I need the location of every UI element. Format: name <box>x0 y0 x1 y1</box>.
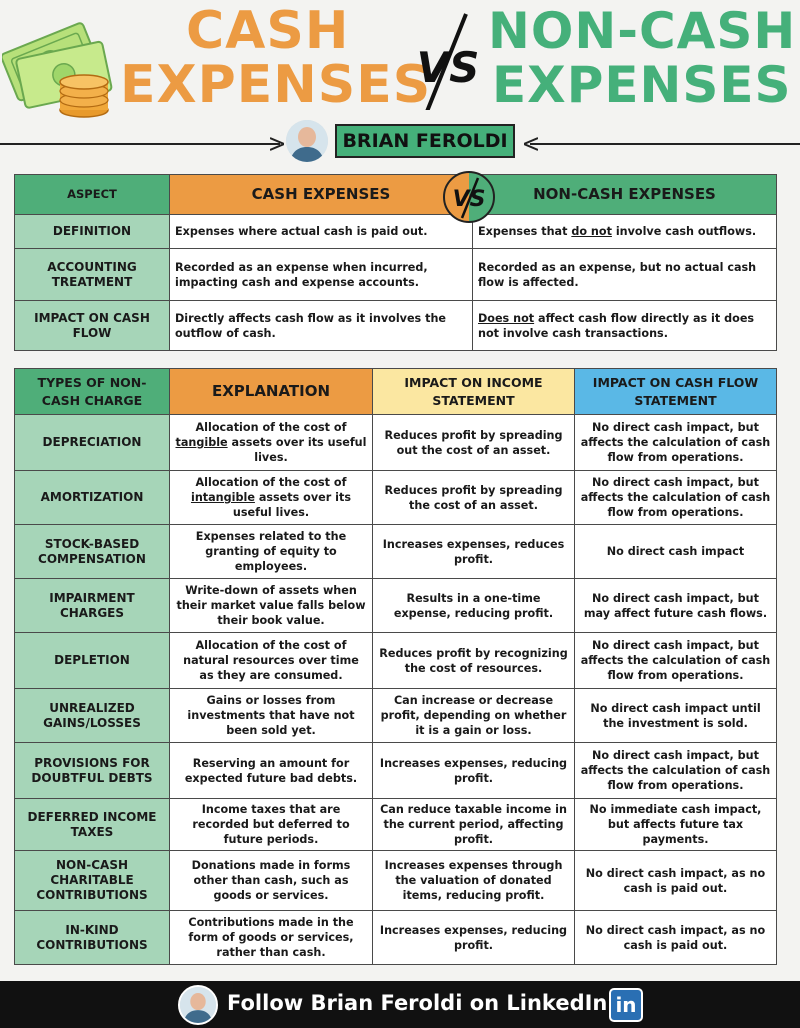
cashflow-cell: No direct cash impact until the investment is sold. <box>575 689 777 743</box>
cashflow-cell: No direct cash impact, but affects the calculation of cash flow from operations. <box>575 471 777 525</box>
cashflow-cell: No direct cash impact, as no cash is paid out. <box>575 851 777 911</box>
cashflow-cell: No immediate cash impact, but affects future tax payments. <box>575 799 777 851</box>
explanation-cell: Allocation of the cost of natural resources over time as they are consumed. <box>170 633 373 689</box>
cashflow-cell: No direct cash impact <box>575 525 777 579</box>
income-cell: Reduces profit by recognizing the cost of resources. <box>373 633 575 689</box>
noncash-cell: Expenses that do not involve cash outflows. <box>473 215 777 249</box>
income-cell: Increases expenses, reducing profit. <box>373 911 575 965</box>
vs-badge-text: VS <box>452 187 486 212</box>
explanation-cell: Gains or losses from investments that have not been sold yet. <box>170 689 373 743</box>
table-row <box>15 415 777 471</box>
col-noncash-expenses: NON-CASH EXPENSES <box>473 175 777 215</box>
col-types: TYPES OF NON-CASH CHARGE <box>15 369 170 415</box>
cash-cell: Recorded as an expense when incurred, impacting cash and expense accounts. <box>170 249 473 301</box>
income-cell: Can reduce taxable income in the current period, affecting profit. <box>373 799 575 851</box>
vs-badge-icon <box>442 170 496 224</box>
income-cell: Reduces profit by spreading out the cost of an asset. <box>373 415 575 471</box>
col-aspect: ASPECT <box>15 175 170 215</box>
cash-money-icon <box>2 16 120 120</box>
explanation-cell: Donations made in forms other than cash, such as goods or services. <box>170 851 373 911</box>
explanation-cell: Allocation of the cost of tangible assets over its useful lives. <box>170 415 373 471</box>
table-row <box>15 249 777 301</box>
income-cell: Can increase or decrease profit, depending on whether it is a gain or loss. <box>373 689 575 743</box>
cash-cell: Directly affects cash flow as it involves the outflow of cash. <box>170 301 473 351</box>
linkedin-icon[interactable]: in <box>609 988 643 1022</box>
table-row <box>15 579 777 633</box>
explanation-cell: Allocation of the cost of intangible assets over its useful lives. <box>170 471 373 525</box>
vs-text: VS <box>416 43 480 92</box>
follow-linkedin-link[interactable]: Follow Brian Feroldi on LinkedIn <box>227 991 608 1015</box>
footer-avatar <box>178 985 218 1025</box>
type-cell: DEFERRED INCOME TAXES <box>15 799 170 851</box>
table-row <box>15 911 777 965</box>
table-row <box>15 799 777 851</box>
table-row <box>15 471 777 525</box>
header <box>0 0 800 170</box>
type-cell: IN-KIND CONTRIBUTIONS <box>15 911 170 965</box>
type-cell: DEPRECIATION <box>15 415 170 471</box>
aspect-cell: DEFINITION <box>15 215 170 249</box>
income-cell: Increases expenses, reduces profit. <box>373 525 575 579</box>
type-cell: STOCK-BASED COMPENSATION <box>15 525 170 579</box>
arrow-left-icon <box>524 137 538 151</box>
type-cell: PROVISIONS FOR DOUBTFUL DEBTS <box>15 743 170 799</box>
byline-left-arrow <box>0 143 280 145</box>
type-cell: IMPAIRMENT CHARGES <box>15 579 170 633</box>
type-cell: AMORTIZATION <box>15 471 170 525</box>
explanation-cell: Income taxes that are recorded but deferred to future periods. <box>170 799 373 851</box>
type-cell: UNREALIZED GAINS/LOSSES <box>15 689 170 743</box>
col-cash-expenses: CASH EXPENSES <box>170 175 473 215</box>
title-cash-line1: CASH <box>186 1 350 61</box>
cashflow-cell: No direct cash impact, but may affect future cash flows. <box>575 579 777 633</box>
footer-bar[interactable] <box>0 981 800 1028</box>
explanation-cell: Reserving an amount for expected future bad debts. <box>170 743 373 799</box>
col-income-impact: IMPACT ON INCOME STATEMENT <box>373 369 575 415</box>
noncash-cell: Does not affect cash flow directly as it does not involve cash transactions. <box>473 301 777 351</box>
author-name: BRIAN FEROLDI <box>335 124 515 158</box>
table-row <box>15 525 777 579</box>
comparison-table <box>14 174 777 351</box>
noncash-cell: Recorded as an expense, but no actual cash flow is affected. <box>473 249 777 301</box>
byline-right-arrow <box>530 143 800 145</box>
cashflow-cell: No direct cash impact, as no cash is paid out. <box>575 911 777 965</box>
aspect-cell: ACCOUNTING TREATMENT <box>15 249 170 301</box>
explanation-cell: Contributions made in the form of goods or services, rather than cash. <box>170 911 373 965</box>
types-header-row <box>15 369 777 415</box>
table-row <box>15 301 777 351</box>
cashflow-cell: No direct cash impact, but affects the calculation of cash flow from operations. <box>575 415 777 471</box>
table-row <box>15 689 777 743</box>
income-cell: Increases expenses through the valuation of donated items, reducing profit. <box>373 851 575 911</box>
cash-cell: Expenses where actual cash is paid out. <box>170 215 473 249</box>
income-cell: Increases expenses, reducing profit. <box>373 743 575 799</box>
author-avatar <box>286 120 328 162</box>
arrow-right-icon <box>270 137 284 151</box>
title-noncash-line2: EXPENSES <box>492 56 792 114</box>
table-row <box>15 633 777 689</box>
aspect-cell: IMPACT ON CASH FLOW <box>15 301 170 351</box>
col-explanation: EXPLANATION <box>170 369 373 415</box>
table-row <box>15 851 777 911</box>
explanation-cell: Write-down of assets when their market value falls below their book value. <box>170 579 373 633</box>
noncash-types-table <box>14 368 777 965</box>
col-cashflow-impact: IMPACT ON CASH FLOW STATEMENT <box>575 369 777 415</box>
type-cell: NON-CASH CHARITABLE CONTRIBUTIONS <box>15 851 170 911</box>
cashflow-cell: No direct cash impact, but affects the calculation of cash flow from operations. <box>575 743 777 799</box>
type-cell: DEPLETION <box>15 633 170 689</box>
table-row <box>15 215 777 249</box>
comparison-header-row <box>15 175 777 215</box>
income-cell: Reduces profit by spreading the cost of an asset. <box>373 471 575 525</box>
vs-logo-icon <box>408 10 488 110</box>
title-cash-line2: EXPENSES <box>120 55 432 115</box>
table-row <box>15 743 777 799</box>
title-noncash-line1: NON-CASH <box>488 2 797 60</box>
cashflow-cell: No direct cash impact, but affects the calculation of cash flow from operations. <box>575 633 777 689</box>
explanation-cell: Expenses related to the granting of equity to employees. <box>170 525 373 579</box>
income-cell: Results in a one-time expense, reducing profit. <box>373 579 575 633</box>
